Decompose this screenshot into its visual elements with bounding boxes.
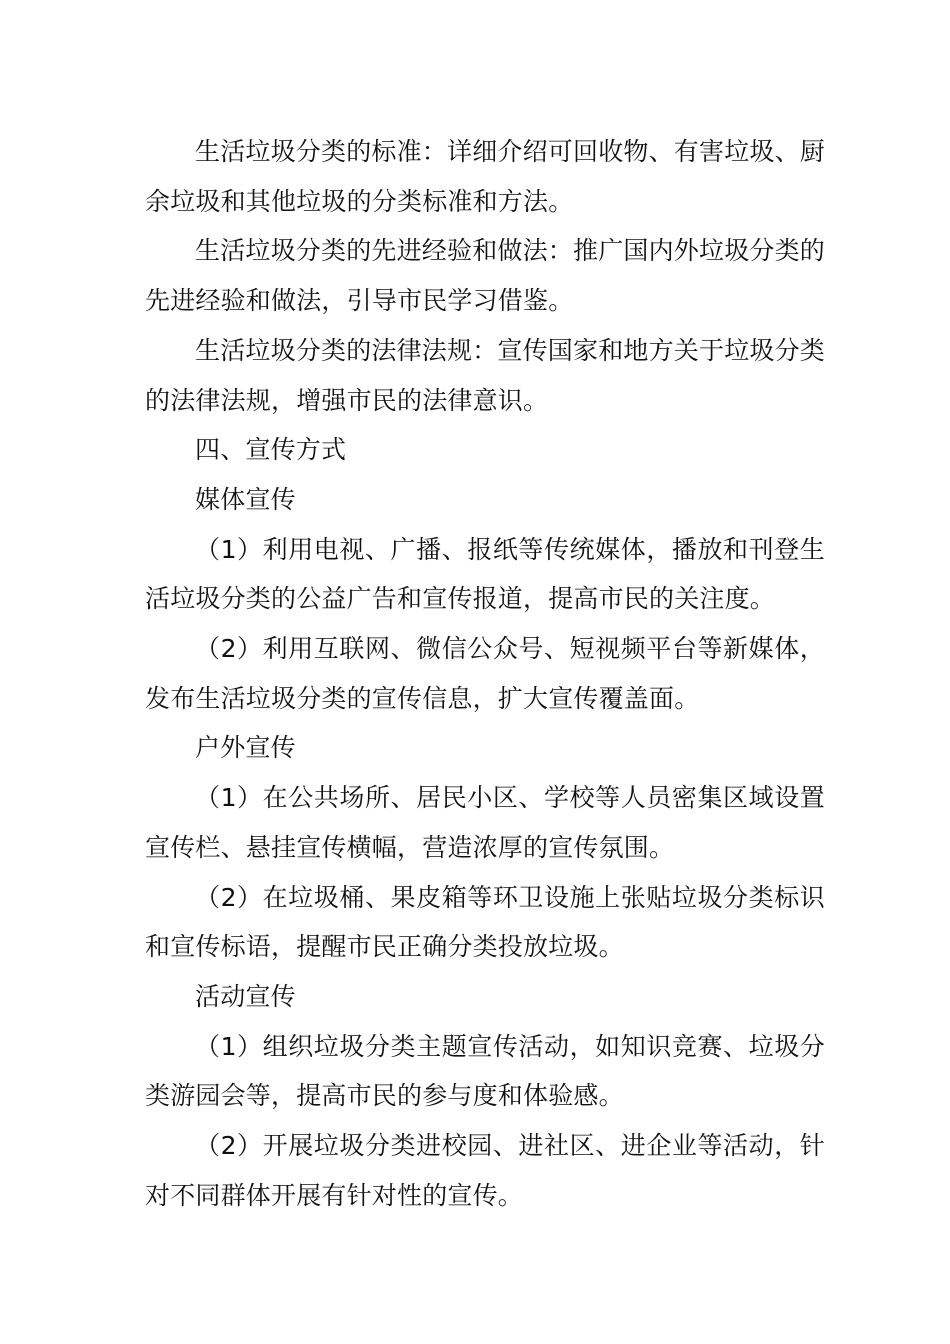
paragraph-experience: 生活垃圾分类的先进经验和做法：推广国内外垃圾分类的先进经验和做法，引导市民学习借鉴。 xyxy=(145,236,826,316)
paragraph-activity-1: （1）组织垃圾分类主题宣传活动，如知识竞赛、垃圾分类游园会等，提高市民的参与度和体验感。 xyxy=(145,1031,825,1111)
subheading-outdoor-publicity: 户外宣传 xyxy=(195,733,296,763)
section-heading-publicity-methods: 四、宣传方式 xyxy=(195,435,347,465)
subheading-media-publicity: 媒体宣传 xyxy=(195,484,296,514)
paragraph-activity-2: （2）开展垃圾分类进校园、进社区、进企业等活动，针对不同群体开展有针对性的宣传。 xyxy=(145,1131,825,1210)
document-body xyxy=(145,127,825,1220)
paragraph-media-1: （1）利用电视、广播、报纸等传统媒体，播放和刊登生活垃圾分类的公益广告和宣传报道，提高市民的关注度。 xyxy=(145,534,825,614)
paragraph-outdoor-1: （1）在公共场所、居民小区、学校等人员密集区域设置宣传栏、悬挂宣传横幅，营造浓厚的宣传氛围。 xyxy=(145,783,825,862)
paragraph-outdoor-2: （2）在垃圾桶、果皮箱等环卫设施上张贴垃圾分类标识和宣传标语，提醒市民正确分类投放垃圾。 xyxy=(145,882,825,962)
subheading-activity-publicity: 活动宣传 xyxy=(195,981,296,1011)
paragraph-standards: 生活垃圾分类的标准：详细介绍可回收物、有害垃圾、厨余垃圾和其他垃圾的分类标准和方法。 xyxy=(145,137,826,216)
paragraph-laws: 生活垃圾分类的法律法规：宣传国家和地方关于垃圾分类的法律法规，增强市民的法律意识。 xyxy=(145,335,826,415)
paragraph-media-2: （2）利用互联网、微信公众号、短视频平台等新媒体，发布生活垃圾分类的宣传信息，扩大宣传覆盖面。 xyxy=(145,634,825,713)
